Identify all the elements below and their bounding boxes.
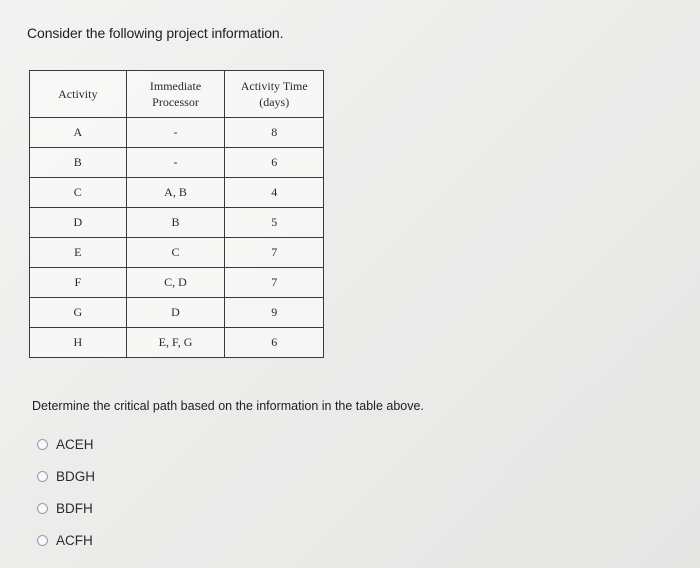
time-cell: 7 (225, 268, 324, 298)
activity-cell: G (30, 298, 127, 328)
header-time (225, 71, 324, 118)
table-row (30, 118, 324, 148)
header-time-line1: Activity Time (240, 79, 308, 93)
activity-cell: B (30, 148, 127, 178)
activity-cell: F (30, 268, 127, 298)
activity-cell: D (30, 208, 127, 238)
intro-text: Consider the following project information. (27, 25, 284, 41)
option-bdgh[interactable] (37, 460, 95, 492)
radio-button-icon[interactable] (37, 471, 48, 482)
predecessor-cell: C (126, 238, 225, 268)
time-cell: 6 (225, 148, 324, 178)
radio-button-icon[interactable] (37, 503, 48, 514)
predecessor-cell: E, F, G (126, 328, 225, 358)
option-acfh[interactable] (37, 524, 95, 556)
table-row (30, 148, 324, 178)
activity-cell: A (30, 118, 127, 148)
option-label: BDGH (56, 468, 96, 484)
predecessor-cell: A, B (126, 178, 225, 208)
option-label: BDFH (56, 500, 93, 516)
table-row (30, 298, 324, 328)
project-table (29, 70, 324, 358)
activity-cell: C (30, 178, 127, 208)
option-bdfh[interactable] (37, 492, 95, 524)
header-predecessor-line1: Immediate (149, 79, 202, 93)
header-predecessor (126, 71, 225, 118)
option-label: ACEH (56, 436, 94, 452)
predecessor-cell: - (126, 118, 225, 148)
time-cell: 9 (225, 298, 324, 328)
table-row (30, 178, 324, 208)
predecessor-cell: B (126, 208, 225, 238)
predecessor-cell: D (126, 298, 225, 328)
table-row (30, 208, 324, 238)
table-row (30, 238, 324, 268)
option-aceh[interactable] (37, 428, 95, 460)
radio-button-icon[interactable] (37, 535, 48, 546)
table-row (30, 268, 324, 298)
predecessor-cell: - (126, 148, 225, 178)
option-label: ACFH (56, 532, 93, 548)
activity-cell: H (30, 328, 127, 358)
header-predecessor-line2: Processor (152, 95, 199, 109)
table-header-row (30, 71, 324, 118)
answer-options (37, 428, 95, 556)
time-cell: 5 (225, 208, 324, 238)
time-cell: 4 (225, 178, 324, 208)
activity-cell: E (30, 238, 127, 268)
header-activity (30, 71, 127, 118)
time-cell: 8 (225, 118, 324, 148)
table-row (30, 328, 324, 358)
time-cell: 7 (225, 238, 324, 268)
header-time-line2: (days) (259, 95, 290, 109)
time-cell: 6 (225, 328, 324, 358)
header-activity-label: Activity (58, 87, 98, 101)
predecessor-cell: C, D (126, 268, 225, 298)
radio-button-icon[interactable] (37, 439, 48, 450)
question-text: Determine the critical path based on the information in the table above. (32, 399, 424, 413)
